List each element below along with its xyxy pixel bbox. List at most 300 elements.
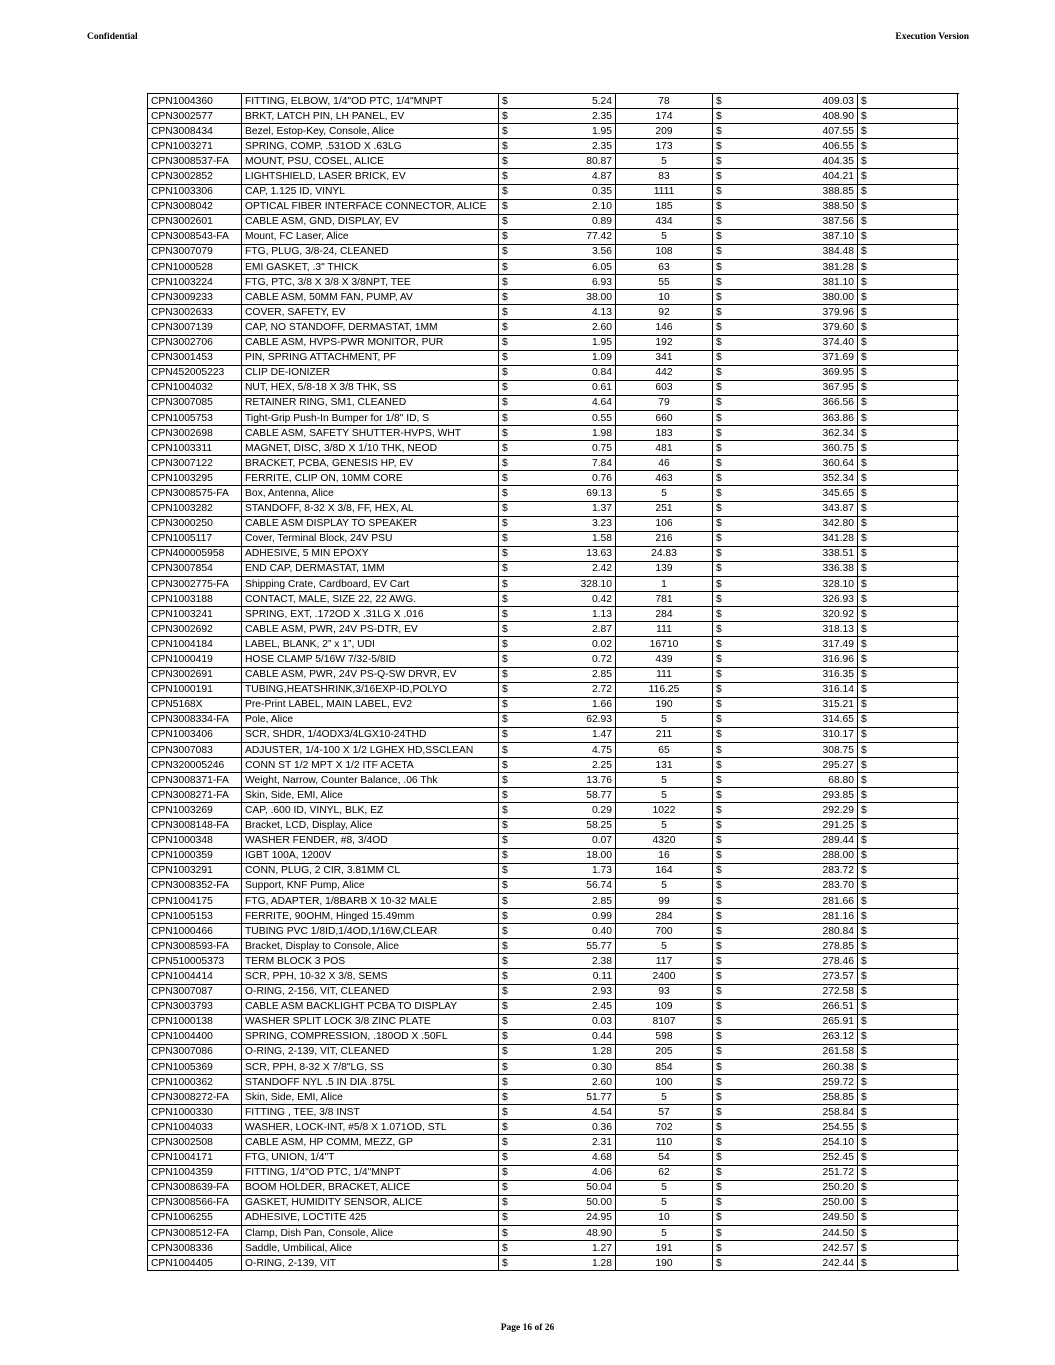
table-row xyxy=(148,667,958,682)
table-row xyxy=(148,727,958,742)
table-row xyxy=(148,395,958,410)
extended-price-cell: 379.60 xyxy=(725,320,858,335)
table-row xyxy=(148,788,958,803)
part-number-cell: CPN3007122 xyxy=(148,456,242,471)
extended-price-cell: 363.86 xyxy=(725,410,858,425)
extended-price-currency: $ xyxy=(713,426,725,441)
description-cell: TUBING PVC 1/8ID,1/4OD,1/16W,CLEAR xyxy=(242,924,499,939)
extended-price-currency: $ xyxy=(713,848,725,863)
table-row xyxy=(148,486,958,501)
unit-price-currency: $ xyxy=(499,637,511,652)
unit-price-cell: 58.25 xyxy=(511,818,616,833)
extended-price-currency: $ xyxy=(713,380,725,395)
table-row xyxy=(148,441,958,456)
extended-price-cell: 258.84 xyxy=(725,1105,858,1120)
table-row xyxy=(148,1195,958,1210)
extended-price-cell: 338.51 xyxy=(725,546,858,561)
table-row xyxy=(148,1135,958,1150)
part-number-cell: CPN3001453 xyxy=(148,350,242,365)
description-cell: O-RING, 2-156, VIT, CLEANED xyxy=(242,984,499,999)
quantity-cell: 111 xyxy=(616,667,713,682)
extended-price-currency: $ xyxy=(713,395,725,410)
unit-price-currency: $ xyxy=(499,260,511,275)
amount-currency: $ xyxy=(858,1029,958,1044)
amount-currency: $ xyxy=(858,199,958,214)
amount-currency: $ xyxy=(858,1075,958,1090)
unit-price-cell: 2.85 xyxy=(511,667,616,682)
extended-price-cell: 406.55 xyxy=(725,139,858,154)
quantity-cell: 211 xyxy=(616,727,713,742)
table-row xyxy=(148,531,958,546)
unit-price-cell: 0.36 xyxy=(511,1120,616,1135)
part-number-cell: CPN1003406 xyxy=(148,727,242,742)
quantity-cell: 79 xyxy=(616,395,713,410)
extended-price-cell: 280.84 xyxy=(725,924,858,939)
quantity-cell: 603 xyxy=(616,380,713,395)
extended-price-cell: 326.93 xyxy=(725,592,858,607)
unit-price-currency: $ xyxy=(499,395,511,410)
description-cell: ADJUSTER, 1/4-100 X 1/2 LGHEX HD,SSCLEAN xyxy=(242,743,499,758)
table-row xyxy=(148,909,958,924)
unit-price-currency: $ xyxy=(499,456,511,471)
extended-price-cell: 360.75 xyxy=(725,441,858,456)
amount-currency: $ xyxy=(858,682,958,697)
table-row xyxy=(148,320,958,335)
extended-price-cell: 281.66 xyxy=(725,893,858,908)
quantity-cell: 10 xyxy=(616,1210,713,1225)
description-cell: CAP, .600 ID, VINYL, BLK, EZ xyxy=(242,803,499,818)
unit-price-cell: 2.60 xyxy=(511,1075,616,1090)
unit-price-cell: 0.40 xyxy=(511,924,616,939)
amount-currency: $ xyxy=(858,969,958,984)
part-number-cell: CPN3002601 xyxy=(148,214,242,229)
extended-price-cell: 341.28 xyxy=(725,531,858,546)
part-number-cell: CPN1000348 xyxy=(148,833,242,848)
unit-price-cell: 0.99 xyxy=(511,909,616,924)
table-row xyxy=(148,124,958,139)
part-number-cell: CPN1003188 xyxy=(148,592,242,607)
extended-price-currency: $ xyxy=(713,531,725,546)
unit-price-cell: 4.13 xyxy=(511,305,616,320)
extended-price-cell: 260.38 xyxy=(725,1060,858,1075)
extended-price-currency: $ xyxy=(713,909,725,924)
extended-price-currency: $ xyxy=(713,260,725,275)
quantity-cell: 131 xyxy=(616,758,713,773)
extended-price-cell: 250.00 xyxy=(725,1195,858,1210)
unit-price-currency: $ xyxy=(499,561,511,576)
table-row xyxy=(148,380,958,395)
extended-price-currency: $ xyxy=(713,546,725,561)
quantity-cell: 183 xyxy=(616,426,713,441)
part-number-cell: CPN3002508 xyxy=(148,1135,242,1150)
extended-price-currency: $ xyxy=(713,924,725,939)
amount-currency: $ xyxy=(858,335,958,350)
table-row xyxy=(148,1060,958,1075)
unit-price-currency: $ xyxy=(499,214,511,229)
unit-price-currency: $ xyxy=(499,124,511,139)
table-row xyxy=(148,1120,958,1135)
table-row xyxy=(148,426,958,441)
quantity-cell: 854 xyxy=(616,1060,713,1075)
extended-price-currency: $ xyxy=(713,1135,725,1150)
table-row xyxy=(148,546,958,561)
extended-price-currency: $ xyxy=(713,290,725,305)
quantity-cell: 284 xyxy=(616,909,713,924)
extended-price-cell: 407.55 xyxy=(725,124,858,139)
extended-price-cell: 404.21 xyxy=(725,169,858,184)
table-row xyxy=(148,350,958,365)
extended-price-currency: $ xyxy=(713,999,725,1014)
extended-price-cell: 68.80 xyxy=(725,773,858,788)
quantity-cell: 209 xyxy=(616,124,713,139)
extended-price-cell: 272.58 xyxy=(725,984,858,999)
table-row xyxy=(148,592,958,607)
part-number-cell: CPN3008434 xyxy=(148,124,242,139)
description-cell: LABEL, BLANK, 2” x 1”, UDI xyxy=(242,637,499,652)
amount-currency: $ xyxy=(858,214,958,229)
unit-price-currency: $ xyxy=(499,305,511,320)
extended-price-cell: 317.49 xyxy=(725,637,858,652)
table-row xyxy=(148,999,958,1014)
part-number-cell: CPN3003793 xyxy=(148,999,242,1014)
part-number-cell: CPN1004184 xyxy=(148,637,242,652)
extended-price-cell: 388.85 xyxy=(725,184,858,199)
parts-table xyxy=(147,93,958,1271)
quantity-cell: 5 xyxy=(616,773,713,788)
description-cell: FTG, ADAPTER, 1/8BARB X 10-32 MALE xyxy=(242,893,499,908)
unit-price-cell: 1.09 xyxy=(511,350,616,365)
part-number-cell: CPN1004400 xyxy=(148,1029,242,1044)
amount-currency: $ xyxy=(858,546,958,561)
unit-price-currency: $ xyxy=(499,652,511,667)
amount-currency: $ xyxy=(858,712,958,727)
extended-price-currency: $ xyxy=(713,516,725,531)
extended-price-cell: 387.10 xyxy=(725,229,858,244)
unit-price-cell: 38.00 xyxy=(511,290,616,305)
unit-price-cell: 0.44 xyxy=(511,1029,616,1044)
extended-price-cell: 404.35 xyxy=(725,154,858,169)
quantity-cell: 5 xyxy=(616,154,713,169)
extended-price-cell: 318.13 xyxy=(725,622,858,637)
amount-currency: $ xyxy=(858,1256,958,1271)
extended-price-currency: $ xyxy=(713,652,725,667)
amount-currency: $ xyxy=(858,1195,958,1210)
table-row xyxy=(148,758,958,773)
part-number-cell: CPN3002698 xyxy=(148,426,242,441)
unit-price-cell: 0.11 xyxy=(511,969,616,984)
part-number-cell: CPN1003291 xyxy=(148,863,242,878)
unit-price-cell: 2.93 xyxy=(511,984,616,999)
part-number-cell: CPN3008336 xyxy=(148,1241,242,1256)
quantity-cell: 5 xyxy=(616,229,713,244)
page-number: Page 16 of 26 xyxy=(500,1323,555,1333)
description-cell: STANDOFF, 8-32 X 3/8, FF, HEX, AL xyxy=(242,501,499,516)
quantity-cell: 434 xyxy=(616,214,713,229)
unit-price-currency: $ xyxy=(499,471,511,486)
description-cell: CAP, NO STANDOFF, DERMASTAT, 1MM xyxy=(242,320,499,335)
part-number-cell: CPN1004033 xyxy=(148,1120,242,1135)
part-number-cell: CPN3002775-FA xyxy=(148,577,242,592)
amount-currency: $ xyxy=(858,1150,958,1165)
extended-price-cell: 308.75 xyxy=(725,743,858,758)
unit-price-currency: $ xyxy=(499,1105,511,1120)
part-number-cell: CPN3007087 xyxy=(148,984,242,999)
extended-price-currency: $ xyxy=(713,1210,725,1225)
table-row xyxy=(148,893,958,908)
extended-price-currency: $ xyxy=(713,803,725,818)
description-cell: Weight, Narrow, Counter Balance, .06 Thk xyxy=(242,773,499,788)
table-row xyxy=(148,833,958,848)
unit-price-cell: 2.35 xyxy=(511,139,616,154)
part-number-cell: CPN3002692 xyxy=(148,622,242,637)
description-cell: CABLE ASM, GND, DISPLAY, EV xyxy=(242,214,499,229)
extended-price-currency: $ xyxy=(713,893,725,908)
quantity-cell: 2400 xyxy=(616,969,713,984)
unit-price-currency: $ xyxy=(499,199,511,214)
extended-price-cell: 273.57 xyxy=(725,969,858,984)
amount-currency: $ xyxy=(858,441,958,456)
table-row xyxy=(148,878,958,893)
description-cell: Mount, FC Laser, Alice xyxy=(242,229,499,244)
part-number-cell: CPN3007139 xyxy=(148,320,242,335)
amount-currency: $ xyxy=(858,1165,958,1180)
description-cell: MAGNET, DISC, 3/8D X 1/10 THK, NEOD xyxy=(242,441,499,456)
part-number-cell: CPN1004032 xyxy=(148,380,242,395)
unit-price-currency: $ xyxy=(499,924,511,939)
description-cell: CAP, 1.125 ID, VINYL xyxy=(242,184,499,199)
extended-price-currency: $ xyxy=(713,712,725,727)
amount-currency: $ xyxy=(858,169,958,184)
part-number-cell: CPN3008352-FA xyxy=(148,878,242,893)
description-cell: SCR, SHDR, 1/4ODX3/4LGX10-24THD xyxy=(242,727,499,742)
table-row xyxy=(148,456,958,471)
quantity-cell: 463 xyxy=(616,471,713,486)
part-number-cell: CPN1005153 xyxy=(148,909,242,924)
amount-currency: $ xyxy=(858,380,958,395)
quantity-cell: 598 xyxy=(616,1029,713,1044)
table-row xyxy=(148,818,958,833)
quantity-cell: 205 xyxy=(616,1044,713,1059)
amount-currency: $ xyxy=(858,426,958,441)
table-row xyxy=(148,607,958,622)
table-row xyxy=(148,109,958,124)
part-number-cell: CPN3008334-FA xyxy=(148,712,242,727)
part-number-cell: CPN1003271 xyxy=(148,139,242,154)
quantity-cell: 1022 xyxy=(616,803,713,818)
unit-price-cell: 0.42 xyxy=(511,592,616,607)
table-row xyxy=(148,697,958,712)
table-row xyxy=(148,954,958,969)
unit-price-currency: $ xyxy=(499,773,511,788)
amount-currency: $ xyxy=(858,1180,958,1195)
unit-price-cell: 48.90 xyxy=(511,1226,616,1241)
table-row xyxy=(148,984,958,999)
quantity-cell: 106 xyxy=(616,516,713,531)
description-cell: Cover, Terminal Block, 24V PSU xyxy=(242,531,499,546)
extended-price-cell: 292.29 xyxy=(725,803,858,818)
description-cell: Support, KNF Pump, Alice xyxy=(242,878,499,893)
part-number-cell: CPN3009233 xyxy=(148,290,242,305)
unit-price-cell: 328.10 xyxy=(511,577,616,592)
unit-price-cell: 0.29 xyxy=(511,803,616,818)
part-number-cell: CPN1004175 xyxy=(148,893,242,908)
part-number-cell: CPN3008537-FA xyxy=(148,154,242,169)
unit-price-currency: $ xyxy=(499,154,511,169)
part-number-cell: CPN3008543-FA xyxy=(148,229,242,244)
extended-price-cell: 345.65 xyxy=(725,486,858,501)
quantity-cell: 117 xyxy=(616,954,713,969)
unit-price-currency: $ xyxy=(499,788,511,803)
quantity-cell: 481 xyxy=(616,441,713,456)
description-cell: CABLE ASM, SAFETY SHUTTER-HVPS, WHT xyxy=(242,426,499,441)
unit-price-cell: 62.93 xyxy=(511,712,616,727)
extended-price-cell: 283.70 xyxy=(725,878,858,893)
table-row xyxy=(148,184,958,199)
quantity-cell: 5 xyxy=(616,1180,713,1195)
quantity-cell: 251 xyxy=(616,501,713,516)
extended-price-cell: 251.72 xyxy=(725,1165,858,1180)
amount-currency: $ xyxy=(858,229,958,244)
unit-price-currency: $ xyxy=(499,607,511,622)
unit-price-currency: $ xyxy=(499,909,511,924)
quantity-cell: 702 xyxy=(616,1120,713,1135)
unit-price-cell: 1.98 xyxy=(511,426,616,441)
unit-price-cell: 2.60 xyxy=(511,320,616,335)
description-cell: NUT, HEX, 5/8-18 X 3/8 THK, SS xyxy=(242,380,499,395)
extended-price-currency: $ xyxy=(713,350,725,365)
description-cell: TUBING,HEATSHRINK,3/16EXP-ID,POLYO xyxy=(242,682,499,697)
unit-price-currency: $ xyxy=(499,1150,511,1165)
unit-price-cell: 4.87 xyxy=(511,169,616,184)
table-row xyxy=(148,139,958,154)
table-row xyxy=(148,924,958,939)
part-number-cell: CPN1000362 xyxy=(148,1075,242,1090)
part-number-cell: CPN3008271-FA xyxy=(148,788,242,803)
quantity-cell: 5 xyxy=(616,712,713,727)
extended-price-currency: $ xyxy=(713,1256,725,1271)
amount-currency: $ xyxy=(858,486,958,501)
extended-price-currency: $ xyxy=(713,622,725,637)
amount-currency: $ xyxy=(858,863,958,878)
extended-price-currency: $ xyxy=(713,954,725,969)
part-number-cell: CPN3000250 xyxy=(148,516,242,531)
amount-currency: $ xyxy=(858,1060,958,1075)
extended-price-cell: 381.10 xyxy=(725,275,858,290)
amount-currency: $ xyxy=(858,984,958,999)
unit-price-cell: 4.06 xyxy=(511,1165,616,1180)
amount-currency: $ xyxy=(858,1226,958,1241)
unit-price-cell: 2.72 xyxy=(511,682,616,697)
table-row xyxy=(148,244,958,259)
unit-price-currency: $ xyxy=(499,848,511,863)
table-row xyxy=(148,410,958,425)
unit-price-cell: 50.04 xyxy=(511,1180,616,1195)
extended-price-cell: 295.27 xyxy=(725,758,858,773)
unit-price-cell: 0.75 xyxy=(511,441,616,456)
extended-price-cell: 291.25 xyxy=(725,818,858,833)
quantity-cell: 146 xyxy=(616,320,713,335)
extended-price-cell: 374.40 xyxy=(725,335,858,350)
amount-currency: $ xyxy=(858,154,958,169)
unit-price-currency: $ xyxy=(499,410,511,425)
description-cell: FERRITE, 90OHM, Hinged 15.49mm xyxy=(242,909,499,924)
extended-price-cell: 381.28 xyxy=(725,260,858,275)
extended-price-cell: 320.92 xyxy=(725,607,858,622)
amount-currency: $ xyxy=(858,410,958,425)
unit-price-currency: $ xyxy=(499,244,511,259)
extended-price-cell: 266.51 xyxy=(725,999,858,1014)
extended-price-currency: $ xyxy=(713,320,725,335)
unit-price-cell: 0.89 xyxy=(511,214,616,229)
amount-currency: $ xyxy=(858,1210,958,1225)
unit-price-currency: $ xyxy=(499,229,511,244)
extended-price-cell: 289.44 xyxy=(725,833,858,848)
quantity-cell: 55 xyxy=(616,275,713,290)
unit-price-currency: $ xyxy=(499,878,511,893)
extended-price-cell: 328.10 xyxy=(725,577,858,592)
quantity-cell: 62 xyxy=(616,1165,713,1180)
part-number-cell: CPN1004359 xyxy=(148,1165,242,1180)
amount-currency: $ xyxy=(858,109,958,124)
part-number-cell: CPN1003306 xyxy=(148,184,242,199)
part-number-cell: CPN3008371-FA xyxy=(148,773,242,788)
part-number-cell: CPN1004360 xyxy=(148,94,242,109)
unit-price-cell: 2.31 xyxy=(511,1135,616,1150)
amount-currency: $ xyxy=(858,939,958,954)
amount-currency: $ xyxy=(858,244,958,259)
amount-currency: $ xyxy=(858,501,958,516)
table-row xyxy=(148,94,958,109)
amount-currency: $ xyxy=(858,577,958,592)
unit-price-cell: 24.95 xyxy=(511,1210,616,1225)
description-cell: BOOM HOLDER, BRACKET, ALICE xyxy=(242,1180,499,1195)
part-number-cell: CPN3007854 xyxy=(148,561,242,576)
unit-price-currency: $ xyxy=(499,893,511,908)
extended-price-currency: $ xyxy=(713,1075,725,1090)
part-number-cell: CPN1004414 xyxy=(148,969,242,984)
description-cell: FTG, PTC, 3/8 X 3/8 X 3/8NPT, TEE xyxy=(242,275,499,290)
quantity-cell: 108 xyxy=(616,244,713,259)
description-cell: GASKET, HUMIDITY SENSOR, ALICE xyxy=(242,1195,499,1210)
amount-currency: $ xyxy=(858,275,958,290)
unit-price-currency: $ xyxy=(499,1014,511,1029)
unit-price-cell: 2.87 xyxy=(511,622,616,637)
extended-price-cell: 336.38 xyxy=(725,561,858,576)
table-row xyxy=(148,1226,958,1241)
description-cell: FTG, UNION, 1/4"T xyxy=(242,1150,499,1165)
description-cell: PIN, SPRING ATTACHMENT, PF xyxy=(242,350,499,365)
quantity-cell: 54 xyxy=(616,1150,713,1165)
unit-price-currency: $ xyxy=(499,1135,511,1150)
extended-price-cell: 380.00 xyxy=(725,290,858,305)
extended-price-cell: 362.34 xyxy=(725,426,858,441)
unit-price-cell: 4.68 xyxy=(511,1150,616,1165)
amount-currency: $ xyxy=(858,1090,958,1105)
description-cell: ADHESIVE, LOCTITE 425 xyxy=(242,1210,499,1225)
table-row xyxy=(148,863,958,878)
description-cell: EMI GASKET, .3" THICK xyxy=(242,260,499,275)
extended-price-currency: $ xyxy=(713,592,725,607)
part-number-cell: CPN3008042 xyxy=(148,199,242,214)
quantity-cell: 139 xyxy=(616,561,713,576)
unit-price-currency: $ xyxy=(499,486,511,501)
quantity-cell: 109 xyxy=(616,999,713,1014)
amount-currency: $ xyxy=(858,124,958,139)
description-cell: Bezel, Estop-Key, Console, Alice xyxy=(242,124,499,139)
part-number-cell: CPN1003282 xyxy=(148,501,242,516)
quantity-cell: 83 xyxy=(616,169,713,184)
quantity-cell: 99 xyxy=(616,893,713,908)
